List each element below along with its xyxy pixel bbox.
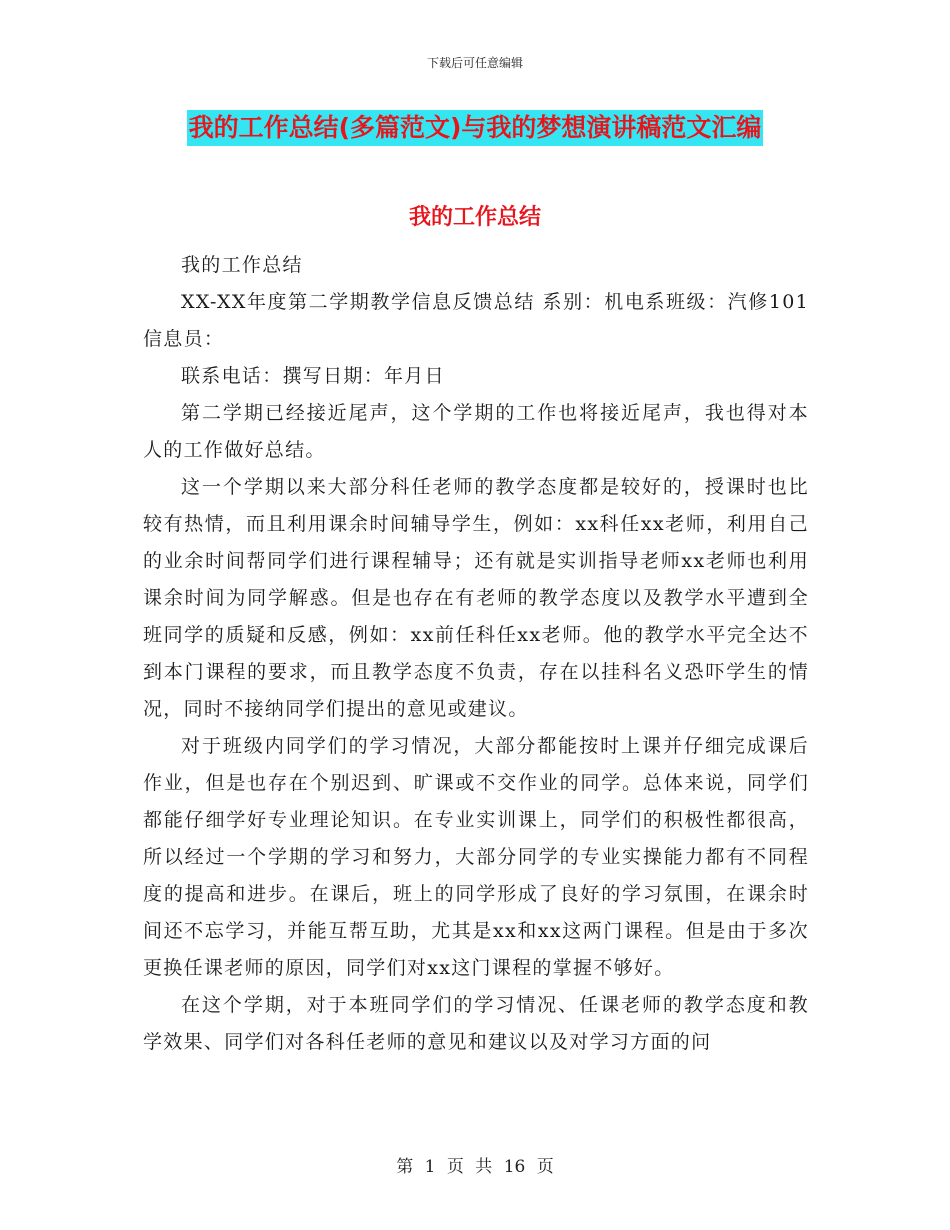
section-title: 我的工作总结 <box>408 205 541 230</box>
paragraph: 第二学期已经接近尾声，这个学期的工作也将接近尾声，我也得对本人的工作做好总结。 <box>143 402 809 461</box>
paragraph: 对于班级内同学们的学习情况，大部分都能按时上课并仔细完成课后作业，但是也存在个别迟到、旷课或不交作业的同学。总体来说，同学们都能仔细学好专业理论知识。在专业实训课上，同学们的积极性都很高，所以经过一个学期的学习和努力，大部分同学的专业实操能力都有不同程度的提高和进步。在课后，班上的同学形成了良好的学习氛围，在课余时间还不忘学习，并能互帮互助，尤其是xx和xx这两门课程。但是由于多次更换任课老师的原因，同学们对xx这门课程的掌握不够好。 <box>143 735 809 979</box>
paragraph: 在这个学期，对于本班同学们的学习情况、任课老师的教学态度和教学效果、同学们对各科任老师的意见和建议以及对学习方面的问 <box>143 994 809 1053</box>
paragraph: 我的工作总结 <box>181 254 303 276</box>
header-note: 下载后可任意编辑 <box>426 56 523 70</box>
paragraph: XX-XX年度第二学期教学信息反馈总结 系别：机电系班级：汽修101信息员： <box>143 291 809 350</box>
page-number-footer: 第 1 页 共 16 页 <box>396 1157 554 1177</box>
paragraph: 联系电话：撰写日期：年月日 <box>181 365 445 387</box>
paragraph: 这一个学期以来大部分科任老师的教学态度都是较好的，授课时也比较有热情，而且利用课余时间辅导学生，例如：xx科任xx老师，利用自己的业余时间帮同学们进行课程辅导；还有就是实训指导老师xx老师也利用课余时间为同学解惑。但是也存在有老师的教学态度以及教学水平遭到全班同学的质疑和反感，例如：xx前任科任xx老师。他的教学水平完全达不到本门课程的要求，而且教学态度不负责，存在以挂科名义恐吓学生的情况，同时不接纳同学们提出的意见或建议。 <box>143 476 809 720</box>
main-title: 我的工作总结(多篇范文)与我的梦想演讲稿范文汇编 <box>187 110 764 146</box>
main-title-container <box>0 110 950 146</box>
document-body <box>143 247 809 1061</box>
